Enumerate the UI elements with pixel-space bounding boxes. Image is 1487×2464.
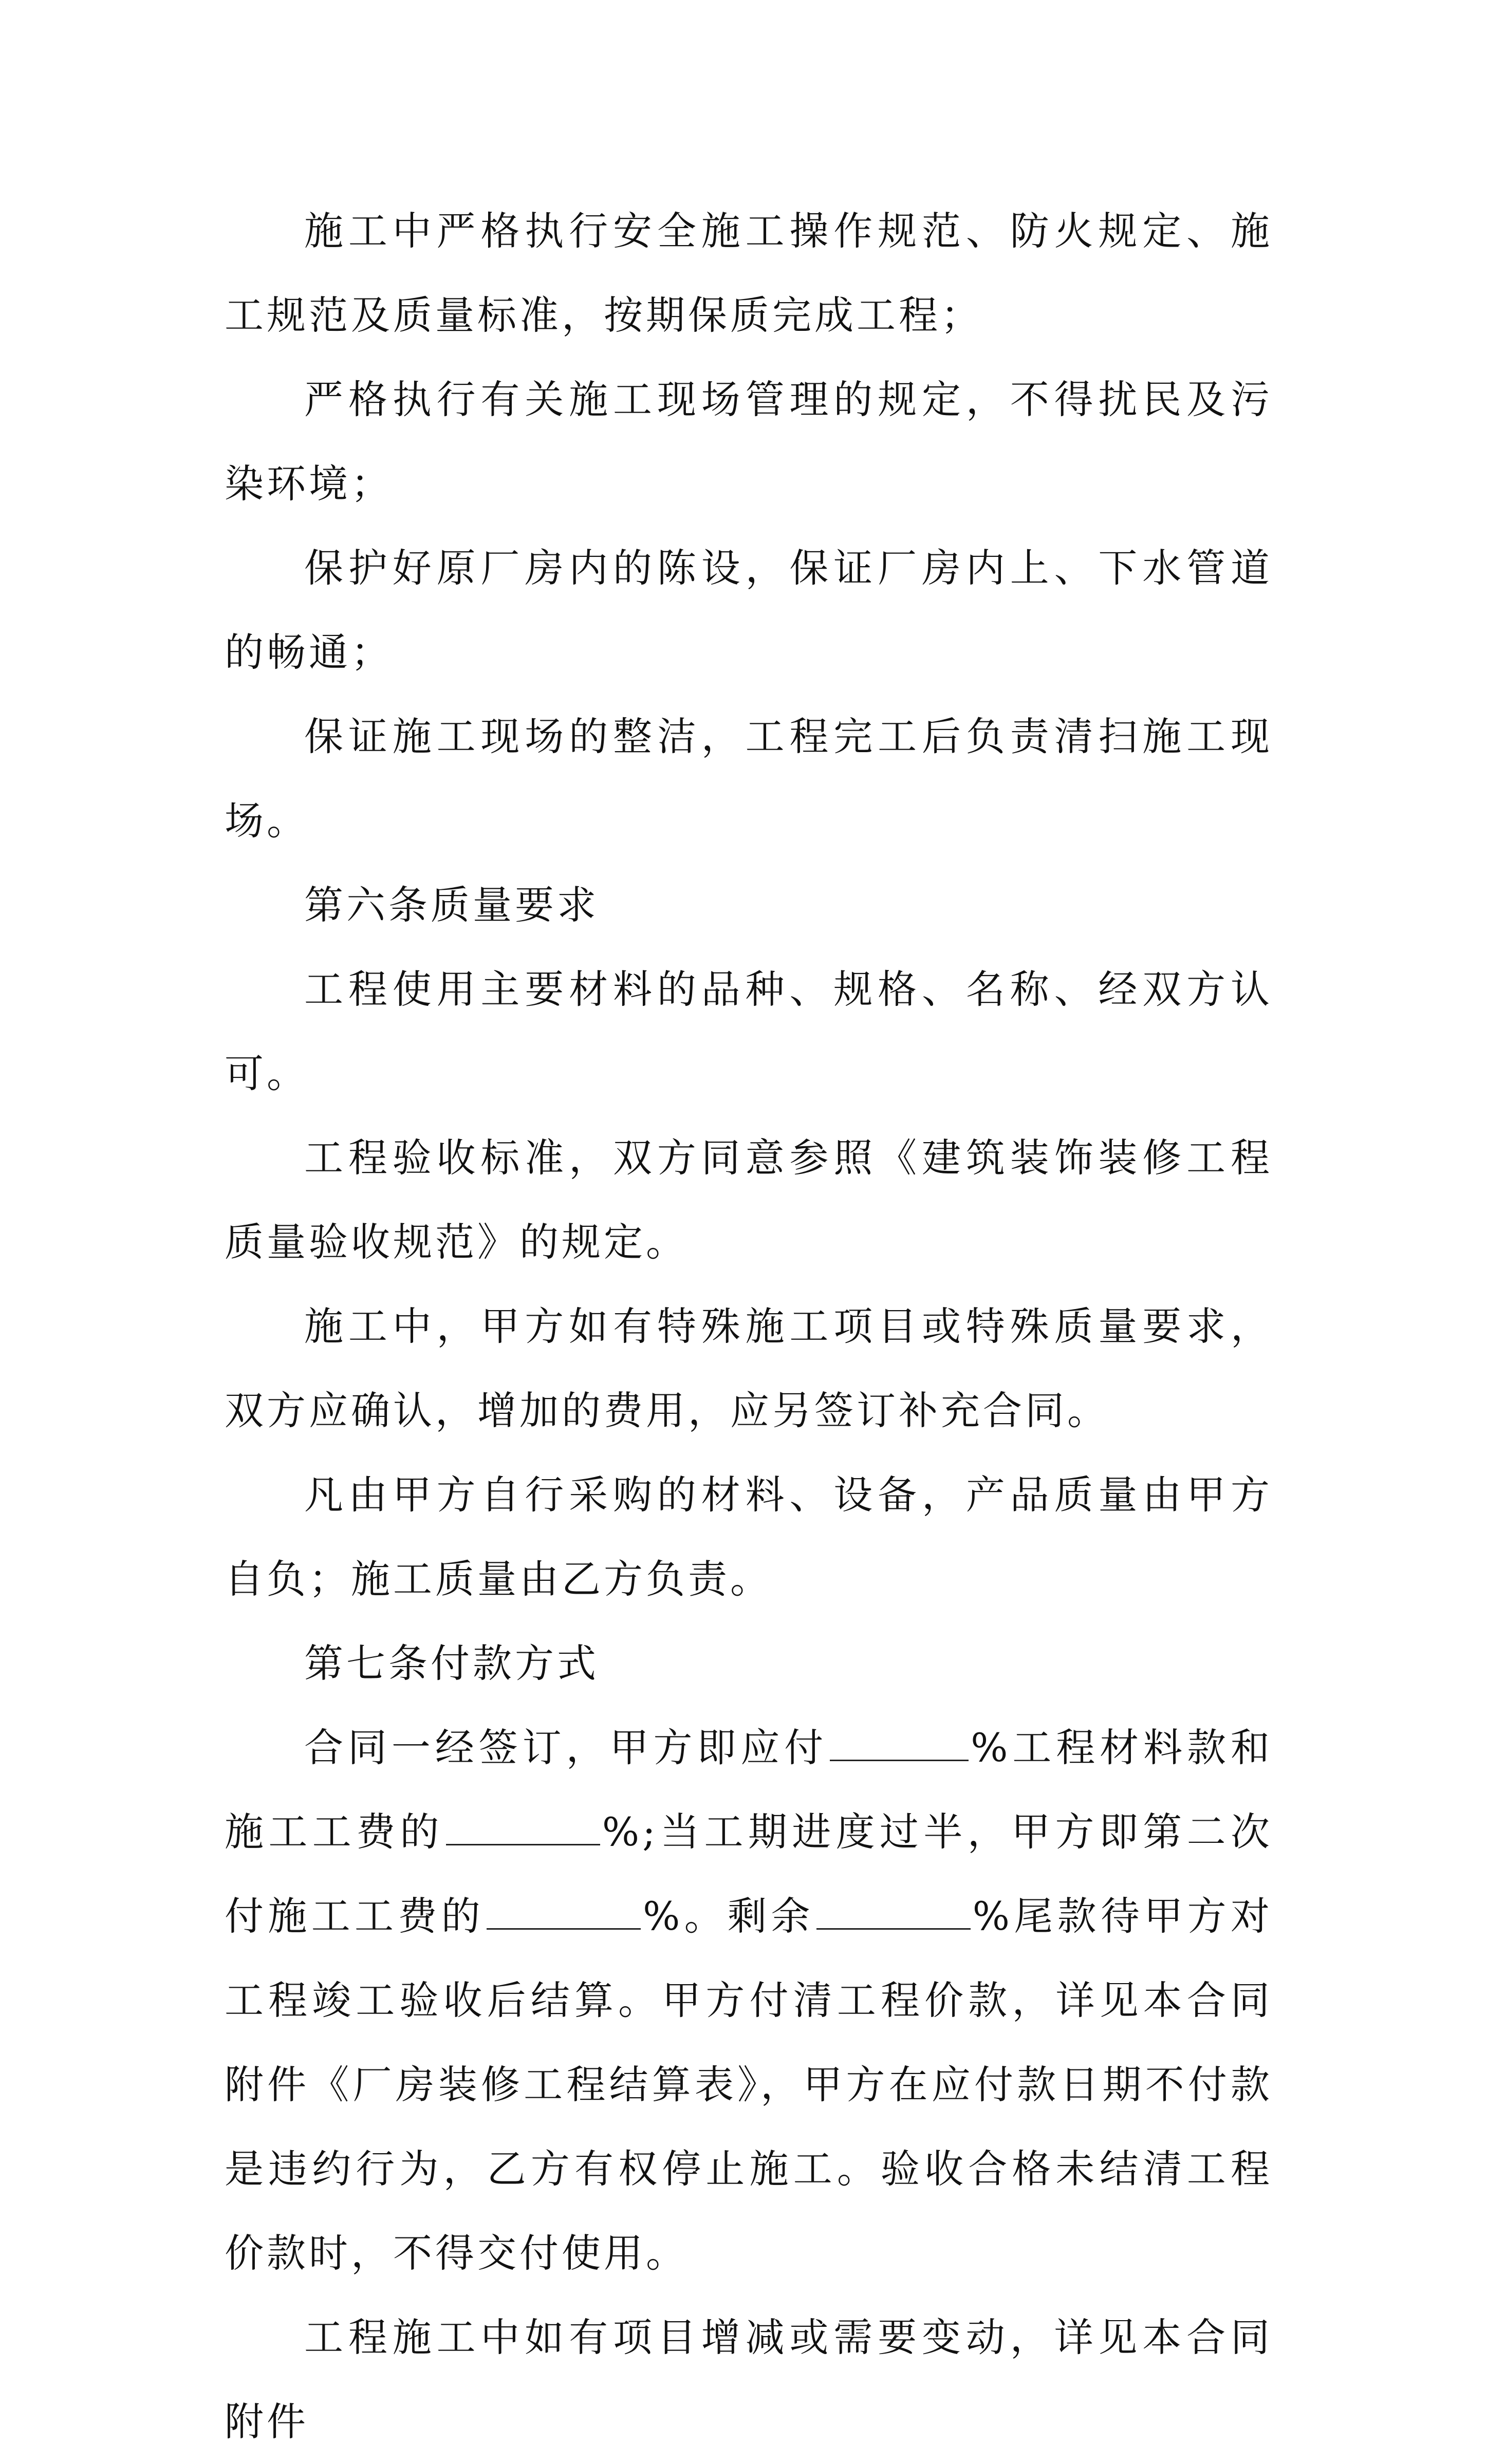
payment-text-part4: %。剩余	[643, 1893, 814, 1939]
paragraph-payment-terms	[225, 1706, 1273, 2295]
payment-text-part3: %;当工期进度过半，甲方即第二次付施工工费的	[225, 1809, 1273, 1939]
document-body	[225, 189, 1273, 2464]
paragraph-special-requirements: 施工中，甲方如有特殊施工项目或特殊质量要求，双方应确认，增加的费用，应另签订补充合同。	[225, 1303, 1273, 1433]
paragraph-site-management: 严格执行有关施工现场管理的规定，不得扰民及污染环境；	[225, 377, 1273, 507]
blank-field-labor-fee-second[interactable]	[487, 1887, 641, 1930]
paragraph-construction-safety: 施工中严格执行安全施工操作规范、防火规定、施工规范及质量标准，按期保质完成工程；	[225, 208, 1273, 338]
section-heading-article-6: 第六条质量要求	[304, 882, 599, 928]
paragraph-site-cleanliness: 保证施工现场的整洁，工程完工后负责清扫施工现场。	[225, 714, 1273, 844]
paragraph-protect-facilities: 保护好原厂房内的陈设，保证厂房内上、下水管道的畅通；	[225, 545, 1273, 675]
payment-text-part2: %工程材料款和施工工费的	[225, 1725, 1273, 1855]
payment-text-part5: %尾款待甲方对工程竣工验收后结算。甲方付清工程价款，详见本合同附件《厂房装修工程结算表》，甲方在应付款日期不付款是违约行为，乙方有权停止施工。验收合格未结清工程价款时，不得交付使用。	[225, 1893, 1273, 2276]
blank-field-labor-fee-first[interactable]	[446, 1803, 600, 1845]
section-heading-article-7: 第七条付款方式	[304, 1640, 599, 1686]
blank-field-material-payment[interactable]	[830, 1719, 969, 1761]
paragraph-purchased-materials: 凡由甲方自行采购的材料、设备，产品质量由甲方自负；施工质量由乙方负责。	[225, 1472, 1273, 1602]
paragraph-acceptance-standard: 工程验收标准，双方同意参照《建筑装饰装修工程质量验收规范》的规定。	[225, 1135, 1273, 1265]
blank-field-remaining-balance[interactable]	[816, 1887, 971, 1930]
paragraph-materials-approval: 工程使用主要材料的品种、规格、名称、经双方认可。	[225, 966, 1273, 1096]
payment-text-part1: 合同一经签订，甲方即应付	[304, 1725, 828, 1770]
paragraph-project-changes: 工程施工中如有项目增减或需要变动，详见本合同附件	[225, 2314, 1273, 2444]
